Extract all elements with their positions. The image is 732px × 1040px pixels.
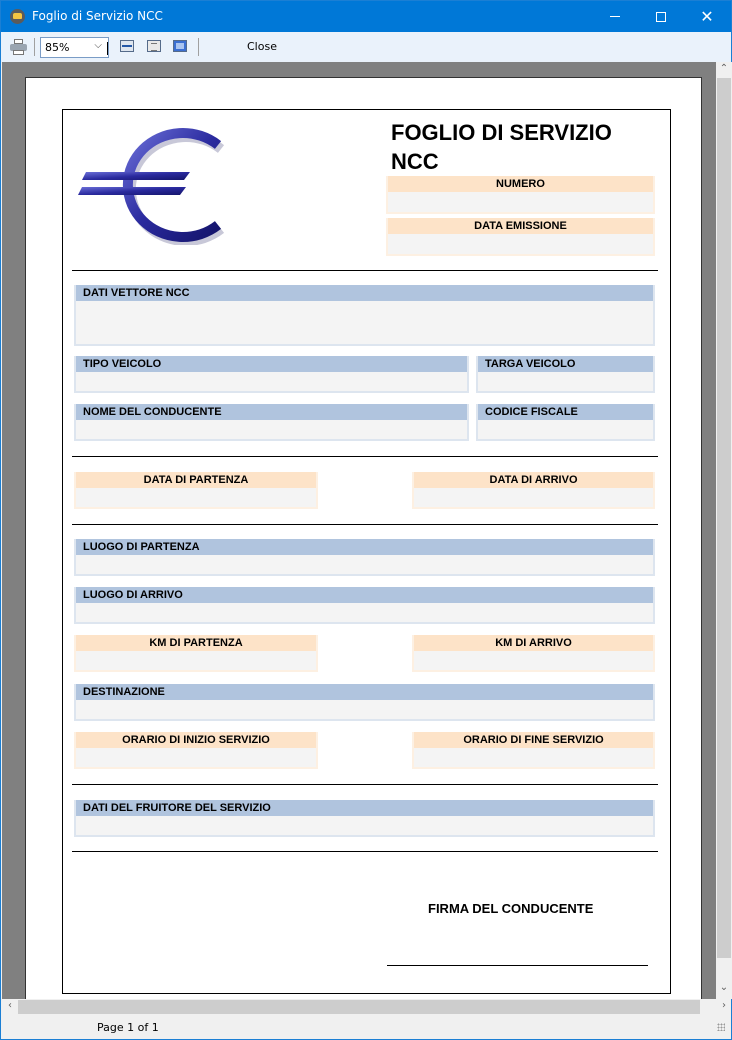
toolbar-separator xyxy=(34,38,35,56)
close-button[interactable]: Close xyxy=(247,40,277,53)
zoom-select[interactable] xyxy=(40,37,109,58)
zoom-value: 85% xyxy=(45,41,70,54)
horizontal-scroll-thumb[interactable] xyxy=(18,1000,700,1014)
field-orario-fine xyxy=(412,732,655,769)
divider xyxy=(72,524,658,525)
text-cursor xyxy=(107,42,108,55)
resize-grip-icon[interactable] xyxy=(717,1023,725,1031)
field-destinazione xyxy=(74,684,655,721)
maximize-button[interactable] xyxy=(638,1,684,32)
field-value[interactable] xyxy=(388,192,653,212)
field-label: KM DI PARTENZA xyxy=(76,635,316,651)
toolbar xyxy=(1,32,731,62)
title-line-1: FOGLIO DI SERVIZIO xyxy=(391,120,612,145)
field-label: TIPO VEICOLO xyxy=(76,356,467,372)
field-label: DATA EMISSIONE xyxy=(388,218,653,234)
scroll-down-icon[interactable]: ⌄ xyxy=(719,982,729,993)
document-title xyxy=(391,118,661,176)
field-value[interactable] xyxy=(478,420,653,439)
field-label: KM DI ARRIVO xyxy=(414,635,653,651)
signature-label: FIRMA DEL CONDUCENTE xyxy=(428,901,594,916)
field-value[interactable] xyxy=(478,372,653,391)
field-codice-fiscale xyxy=(476,404,655,441)
form-frame xyxy=(62,109,671,994)
field-km-partenza xyxy=(74,635,318,672)
field-value[interactable] xyxy=(76,816,653,835)
field-label: DATA DI PARTENZA xyxy=(76,472,316,488)
two-page-icon[interactable] xyxy=(173,40,187,52)
field-data-emissione xyxy=(386,218,655,256)
chevron-down-icon[interactable]: ⌵ xyxy=(94,40,102,51)
field-tipo-veicolo xyxy=(74,356,469,393)
divider xyxy=(72,784,658,785)
field-value[interactable] xyxy=(76,748,316,767)
field-dati-vettore xyxy=(74,285,655,346)
field-label: DESTINAZIONE xyxy=(76,684,653,700)
scroll-right-icon[interactable]: › xyxy=(722,1000,726,1011)
signature-line xyxy=(387,965,648,966)
field-label: ORARIO DI FINE SERVIZIO xyxy=(414,732,653,748)
field-data-partenza xyxy=(74,472,318,509)
field-label: NOME DEL CONDUCENTE xyxy=(76,404,467,420)
field-value[interactable] xyxy=(76,420,467,439)
divider xyxy=(72,270,658,271)
title-line-2: NCC xyxy=(391,149,439,174)
field-dati-fruitore xyxy=(74,800,655,837)
report-page xyxy=(25,77,702,999)
scroll-left-icon[interactable]: ‹ xyxy=(8,1000,12,1011)
close-window-button[interactable] xyxy=(684,1,730,32)
window-title: Foglio di Servizio NCC xyxy=(32,9,163,23)
field-data-arrivo xyxy=(412,472,655,509)
field-label: LUOGO DI PARTENZA xyxy=(76,539,653,555)
horizontal-scrollbar[interactable] xyxy=(2,999,726,1015)
field-targa-veicolo xyxy=(476,356,655,393)
status-bar xyxy=(1,1015,731,1039)
field-label: DATI DEL FRUITORE DEL SERVIZIO xyxy=(76,800,653,816)
scroll-up-icon[interactable]: ⌃ xyxy=(719,63,729,74)
field-km-arrivo xyxy=(412,635,655,672)
field-label: CODICE FISCALE xyxy=(478,404,653,420)
field-label: NUMERO xyxy=(388,176,653,192)
field-value[interactable] xyxy=(76,651,316,670)
preview-area xyxy=(2,62,716,999)
field-nome-conducente xyxy=(74,404,469,441)
field-label: DATA DI ARRIVO xyxy=(414,472,653,488)
fit-width-icon[interactable] xyxy=(120,40,134,52)
field-label: LUOGO DI ARRIVO xyxy=(76,587,653,603)
taxi-icon xyxy=(10,9,25,24)
field-value[interactable] xyxy=(388,234,653,254)
printer-icon[interactable] xyxy=(10,39,27,55)
field-value[interactable] xyxy=(76,301,653,344)
divider xyxy=(72,851,658,852)
divider xyxy=(72,456,658,457)
field-value[interactable] xyxy=(414,748,653,767)
toolbar-separator xyxy=(198,38,199,56)
minimize-icon xyxy=(610,16,620,17)
field-numero xyxy=(386,176,655,214)
field-value[interactable] xyxy=(76,488,316,507)
field-value[interactable] xyxy=(76,555,653,574)
page-indicator: Page 1 of 1 xyxy=(97,1021,159,1034)
maximize-icon xyxy=(656,12,666,22)
field-orario-inizio xyxy=(74,732,318,769)
close-icon: ✕ xyxy=(700,6,714,26)
minimize-button[interactable] xyxy=(592,1,638,32)
field-value[interactable] xyxy=(76,603,653,622)
euro-logo xyxy=(78,125,228,245)
vertical-scroll-thumb[interactable] xyxy=(717,78,731,958)
field-value[interactable] xyxy=(414,651,653,670)
field-luogo-arrivo xyxy=(74,587,655,624)
fit-page-icon[interactable] xyxy=(147,40,161,52)
field-label: TARGA VEICOLO xyxy=(478,356,653,372)
field-label: DATI VETTORE NCC xyxy=(76,285,653,301)
field-label: ORARIO DI INIZIO SERVIZIO xyxy=(76,732,316,748)
field-value[interactable] xyxy=(76,372,467,391)
field-value[interactable] xyxy=(414,488,653,507)
vertical-scrollbar[interactable] xyxy=(716,62,732,999)
field-luogo-partenza xyxy=(74,539,655,576)
field-value[interactable] xyxy=(76,700,653,719)
title-bar xyxy=(1,1,731,32)
